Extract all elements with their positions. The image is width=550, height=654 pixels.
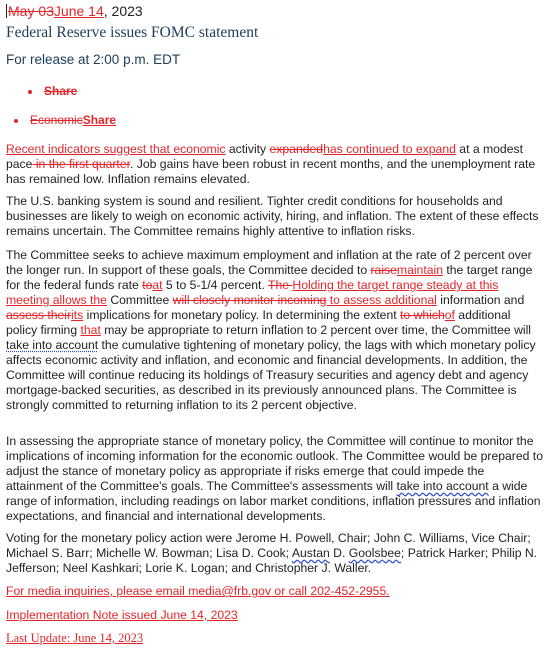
last-update: Last Update: June 14, 2023 bbox=[6, 631, 144, 645]
release-date bbox=[6, 3, 143, 19]
inserted-date: June 14 bbox=[53, 3, 104, 19]
share-label: Share bbox=[82, 113, 117, 127]
paragraph-voting-members: Voting for the monetary policy action were Jerome H. Powell, Chair; John C. Williams, Vice Chair; Michael S. Barr; Michelle W. Bowman; Lisa D. Cook; Austan D. Goolsbee; Patrick Harker; Philip N. Jefferson; Neel Kashkari; Lorie K. Logan; and Christopher J. Waller. bbox=[6, 531, 538, 575]
bullet-icon bbox=[28, 90, 32, 94]
text-cursor bbox=[6, 4, 7, 18]
share-link-inserted[interactable] bbox=[14, 113, 116, 128]
bullet-icon bbox=[14, 119, 18, 123]
release-time: For release at 2:00 p.m. EDT bbox=[6, 52, 181, 67]
media-inquiries-link[interactable]: For media inquiries, please email media@frb.gov or call 202-452-2955. bbox=[6, 584, 390, 598]
paragraph-banking-system: The U.S. banking system is sound and resilient. Tighter credit conditions for households and businesses are likely to weigh on economic activity, hiring, and inflation. The extent of these effects remains uncertain. The Committee remains highly attentive to inflation risks. bbox=[6, 194, 539, 238]
deleted-economic: Economic bbox=[30, 113, 83, 127]
share-link-deleted[interactable]: Share bbox=[28, 84, 77, 99]
paragraph-committee-policy: The Committee seeks to achieve maximum employment and inflation at the rate of 2 percent over the longer run. In support of these goals, the Committee decided to raisemaintain the target range for the federal funds rate toat 5 to 5-1/4 percent. The Holding the target range steady at this meeting allows the Committee will closely monitor incoming to assess additional information and assess theirits implications for monetary policy. In determining the extent to whichof additional policy firming that may be appropriate to return inflation to 2 percent over time, the Committee will take into account the cumulative tightening of monetary policy, the lags with which monetary policy affects economic activity and inflation, and economic and financial developments. In addition, the Committee will continue reducing its holdings of Treasury securities and agency debt and agency mortgage-backed securities, as described in its previously announced plans. The Committee is strongly committed to returning inflation to its 2 percent objective. bbox=[6, 248, 536, 412]
paragraph-policy-stance: In assessing the appropriate stance of monetary policy, the Committee will continue to monitor the implications of incoming information for the economic outlook. The Committee would be prepared to adjust the stance of monetary policy as appropriate if risks emerge that could impede the attainment of the Committee's goals. The Committee's assessments will take into account a wide range of information, including readings on labor market conditions, inflation pressures and inflation expectations, and financial and international developments. bbox=[6, 434, 543, 523]
date-year: , 2023 bbox=[103, 3, 143, 19]
implementation-note-link[interactable]: Implementation Note issued June 14, 2023 bbox=[6, 608, 238, 622]
deleted-date: May 03 bbox=[8, 3, 54, 19]
page-title: Federal Reserve issues FOMC statement bbox=[6, 24, 259, 41]
paragraph-economic-activity: Recent indicators suggest that economic activity expandedhas continued to expand at a modest pace in the first quarter. Job gains have been robust in recent months, and the unemployment rate has remained low. Inflation remains elevated. bbox=[6, 142, 536, 186]
